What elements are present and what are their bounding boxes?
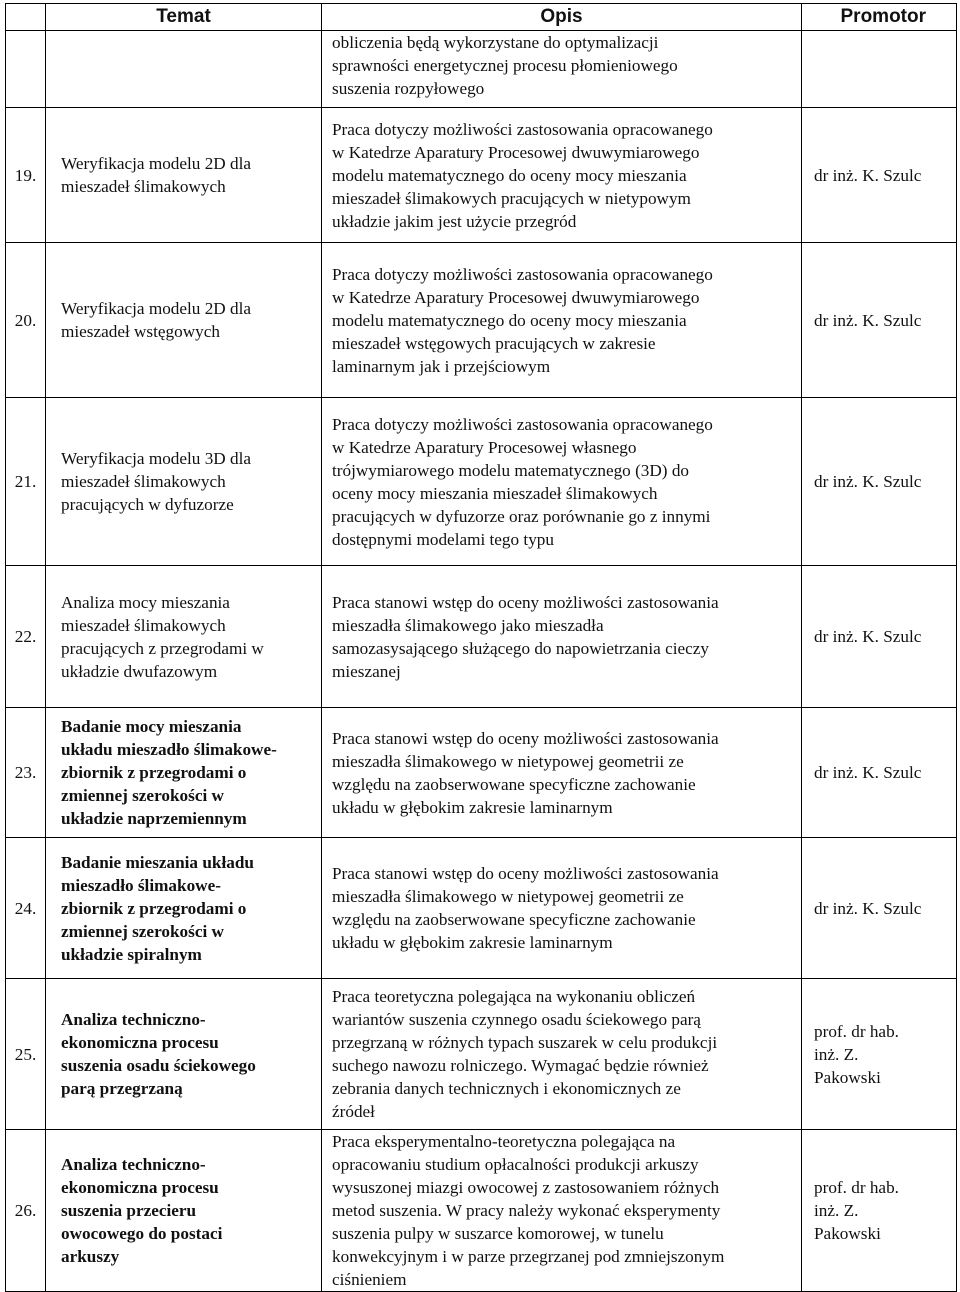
promotor-cell <box>802 243 957 398</box>
description-line: mieszanej <box>332 661 401 681</box>
description-line: oceny mocy mieszania mieszadeł ślimakowych <box>332 483 658 503</box>
description-line: zebrania danych technicznych i ekonomicznych ze <box>332 1079 681 1098</box>
table-row <box>6 979 957 1130</box>
description-line: laminarnym jak i przejściowym <box>332 356 551 376</box>
promotor-line: dr inż. K. Szulc <box>814 898 922 918</box>
description-line: wysuszonej miazgi owocowej z zastosowaniem różnych <box>332 1178 720 1197</box>
description-line: mieszadeł wstęgowych pracujących w zakresie <box>332 333 656 353</box>
description-line: Praca dotyczy możliwości zastosowania opracowanego <box>332 414 713 434</box>
row-number: 22. <box>6 566 46 708</box>
topic-cell <box>46 708 322 838</box>
topic-line: ekonomiczna procesu <box>61 1178 219 1197</box>
description-cell <box>322 243 802 398</box>
row-number: 25. <box>6 979 46 1130</box>
description-line: Praca stanowi wstęp do oceny możliwości zastosowania <box>332 592 719 612</box>
description-line: Praca stanowi wstęp do oceny możliwości zastosowania <box>332 728 719 748</box>
description-line: w Katedrze Aparatury Procesowej dwuwymiarowego <box>332 287 700 307</box>
description-line: mieszadła ślimakowego jako mieszadła <box>332 615 604 635</box>
description-line: w Katedrze Aparatury Procesowej własnego <box>332 437 637 457</box>
header-description: Opis <box>322 4 802 31</box>
theses-table <box>5 3 957 1292</box>
topic-line: układzie spiralnym <box>61 944 202 964</box>
topic-line: mieszadło ślimakowe- <box>61 875 221 895</box>
description-line: konwekcyjnym i w parze przegrzanej pod zmniejszonym <box>332 1247 725 1266</box>
topic-line: Badanie mocy mieszania <box>61 717 242 736</box>
table-row-continuation <box>6 31 957 108</box>
table-row <box>6 566 957 708</box>
description-line: ciśnieniem <box>332 1270 407 1289</box>
topic-line: układzie naprzemiennym <box>61 809 247 828</box>
description-line: względu na zaobserwowane specyficzne zachowanie <box>332 774 696 794</box>
topic-line: układzie dwufazowym <box>61 661 218 681</box>
topic-line: mieszadeł wstęgowych <box>61 322 220 341</box>
description-line: Praca dotyczy możliwości zastosowania opracowanego <box>332 119 713 139</box>
description-cell <box>322 566 802 708</box>
topic-cell <box>46 1130 322 1292</box>
topic-cell <box>46 108 322 243</box>
topic-line: suszenia osadu ściekowego <box>61 1056 256 1075</box>
description-line: układu w głębokim zakresie laminarnym <box>332 797 613 817</box>
promotor-cell <box>802 979 957 1130</box>
description-line: metod suszenia. W pracy należy wykonać eksperymenty <box>332 1201 721 1220</box>
topic-cell <box>46 243 322 398</box>
topic-line: zmiennej szerokości w <box>61 921 224 941</box>
topic-line: pracujących z przegrodami w <box>61 638 264 658</box>
description-line: obliczenia będą wykorzystane do optymalizacji <box>332 33 659 52</box>
description-line: układu w głębokim zakresie laminarnym <box>332 933 613 952</box>
description-line: mieszadła ślimakowego w nietypowej geometrii ze <box>332 887 684 906</box>
description-cell <box>322 31 802 108</box>
promotor-cell <box>802 566 957 708</box>
row-number: 24. <box>6 838 46 979</box>
promotor-line: dr inż. K. Szulc <box>814 310 922 330</box>
table-row <box>6 1130 957 1292</box>
topic-line: Badanie mieszania układu <box>61 852 254 872</box>
promotor-line: prof. dr hab. <box>814 1178 899 1197</box>
topic-line: zbiornik z przegrodami o <box>61 898 247 918</box>
topic-line: Analiza techniczno- <box>61 1010 206 1029</box>
table-row <box>6 838 957 979</box>
description-line: modelu matematycznego do oceny mocy mieszania <box>332 310 687 330</box>
header-promotor: Promotor <box>802 4 957 31</box>
topic-line: mieszadeł ślimakowych <box>61 472 226 491</box>
description-cell <box>322 398 802 566</box>
topic-line: Weryfikacja modelu 2D dla <box>61 154 251 173</box>
description-line: mieszadeł ślimakowych pracujących w nietypowym <box>332 188 691 208</box>
table-row <box>6 243 957 398</box>
topic-line: mieszadeł ślimakowych <box>61 615 226 635</box>
promotor-cell <box>802 708 957 838</box>
header-number <box>6 4 46 31</box>
topic-line: Analiza techniczno- <box>61 1155 206 1174</box>
description-line: źródeł <box>332 1102 375 1121</box>
promotor-line: dr inż. K. Szulc <box>814 472 922 491</box>
description-line: układzie jakim jest użycie przegród <box>332 211 577 231</box>
topic-line: zbiornik z przegrodami o <box>61 763 247 782</box>
promotor-cell <box>802 31 957 108</box>
topic-line: Weryfikacja modelu 2D dla <box>61 299 251 318</box>
description-line: suchego nawozu rolniczego. Wymagać będzie również <box>332 1056 709 1075</box>
topic-line: suszenia przecieru <box>61 1201 197 1220</box>
topic-cell <box>46 31 322 108</box>
topic-line: pracujących w dyfuzorze <box>61 495 234 514</box>
description-line: Praca dotyczy możliwości zastosowania opracowanego <box>332 264 713 284</box>
description-line: sprawności energetycznej procesu płomieniowego <box>332 56 678 75</box>
description-line: dostępnymi modelami tego typu <box>332 529 554 549</box>
topic-line: ekonomiczna procesu <box>61 1033 219 1052</box>
description-line: wariantów suszenia czynnego osadu ściekowego parą <box>332 1010 701 1029</box>
topic-line: owocowego do postaci <box>61 1224 223 1243</box>
description-line: suszenia pulpy w suszarce komorowej, w tunelu <box>332 1224 664 1243</box>
topic-line: Analiza mocy mieszania <box>61 592 230 612</box>
promotor-line: prof. dr hab. <box>814 1021 899 1041</box>
description-line: trójwymiarowego modelu matematycznego (3D) do <box>332 460 690 480</box>
description-cell <box>322 838 802 979</box>
description-line: przegrzaną w różnych typach suszarek w celu produkcji <box>332 1033 718 1052</box>
promotor-line: Pakowski <box>814 1067 881 1087</box>
topic-line: mieszadeł ślimakowych <box>61 177 226 196</box>
description-line: suszenia rozpyłowego <box>332 79 485 98</box>
description-cell <box>322 708 802 838</box>
promotor-cell <box>802 398 957 566</box>
topic-line: układu mieszadło ślimakowe- <box>61 740 277 759</box>
promotor-cell <box>802 1130 957 1292</box>
description-line: opracowaniu studium opłacalności produkcji arkuszy <box>332 1155 699 1174</box>
description-line: Praca teoretyczna polegająca na wykonaniu obliczeń <box>332 987 696 1006</box>
topic-line: Weryfikacja modelu 3D dla <box>61 449 251 468</box>
topic-line: zmiennej szerokości w <box>61 786 224 805</box>
promotor-line: inż. Z. <box>814 1044 859 1064</box>
description-line: modelu matematycznego do oceny mocy mieszania <box>332 165 687 185</box>
description-cell <box>322 979 802 1130</box>
row-number: 21. <box>6 398 46 566</box>
header-topic: Temat <box>46 4 322 31</box>
promotor-cell <box>802 108 957 243</box>
description-line: pracujących w dyfuzorze oraz porównanie go z innymi <box>332 506 711 526</box>
description-line: Praca eksperymentalno-teoretyczna polegająca na <box>332 1132 676 1151</box>
header-row <box>6 4 957 31</box>
row-number: 26. <box>6 1130 46 1292</box>
topic-cell <box>46 838 322 979</box>
description-cell <box>322 1130 802 1292</box>
promotor-cell <box>802 838 957 979</box>
topic-cell <box>46 566 322 708</box>
description-line: Praca stanowi wstęp do oceny możliwości zastosowania <box>332 864 719 883</box>
description-line: mieszadła ślimakowego w nietypowej geometrii ze <box>332 751 684 771</box>
topic-line: arkuszy <box>61 1247 120 1266</box>
promotor-line: inż. Z. <box>814 1201 859 1220</box>
promotor-line: dr inż. K. Szulc <box>814 165 922 185</box>
row-number: 20. <box>6 243 46 398</box>
row-number: 23. <box>6 708 46 838</box>
topic-cell <box>46 979 322 1130</box>
table-row <box>6 108 957 243</box>
description-cell <box>322 108 802 243</box>
promotor-line: dr inż. K. Szulc <box>814 763 922 782</box>
number-cell <box>6 31 46 108</box>
table-row <box>6 708 957 838</box>
promotor-line: dr inż. K. Szulc <box>814 627 922 646</box>
topic-cell <box>46 398 322 566</box>
topic-line: parą przegrzaną <box>61 1079 183 1098</box>
table-row <box>6 398 957 566</box>
promotor-line: Pakowski <box>814 1224 881 1243</box>
description-line: samozasysającego służącego do napowietrzania cieczy <box>332 638 709 658</box>
description-line: w Katedrze Aparatury Procesowej dwuwymiarowego <box>332 142 700 162</box>
row-number: 19. <box>6 108 46 243</box>
description-line: względu na zaobserwowane specyficzne zachowanie <box>332 910 696 929</box>
